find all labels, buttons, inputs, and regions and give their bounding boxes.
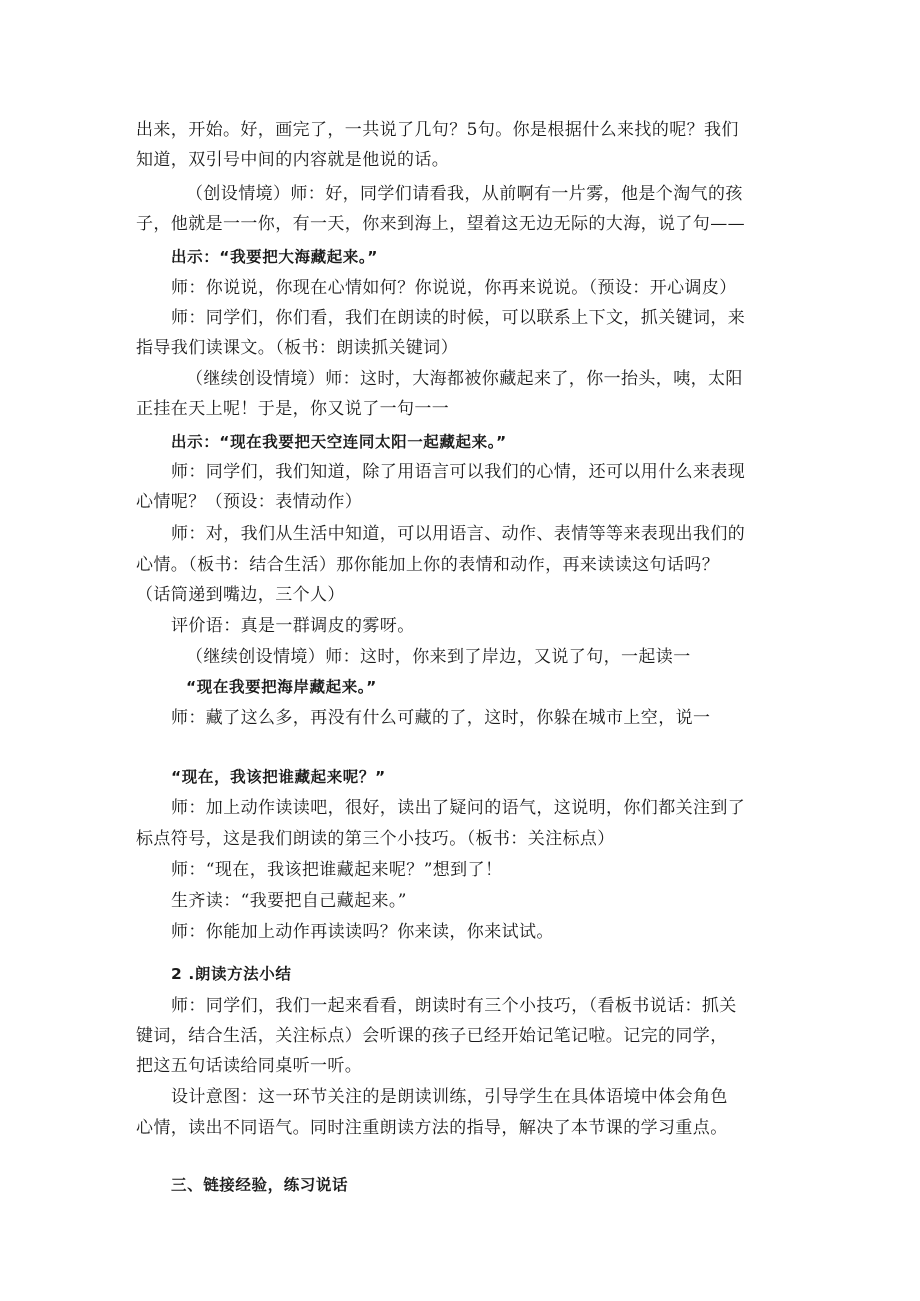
section-subheading: 2 .朗读方法小结 (171, 965, 292, 983)
text-line: 把这五句话读给同桌听一听。 (136, 1056, 363, 1076)
text-line: 心情，读出不同语气。同时注重朗读方法的指导，解决了本节课的学习重点。 (136, 1118, 728, 1138)
display-line: “现在我要把海岸藏起来。” (186, 678, 377, 696)
text-line: 师：你说说，你现在心情如何？你说说，你再来说说。（预设：开心调皮） (171, 278, 737, 298)
text-line: （话筒递到嘴边，三个人） (136, 585, 345, 605)
text-line: 标点符号，这是我们朗读的第三个小技巧。（板书：关注标点） (136, 829, 615, 849)
text-line: 正挂在天上呢！于是，你又说了一句一一 (136, 399, 450, 419)
display-line: “现在，我该把谁藏起来呢？” (171, 768, 386, 786)
text-line: 师：“现在，我该把谁藏起来呢？”想到了！ (171, 860, 503, 880)
text-line: 师：对，我们从生活中知道，可以用语言、动作、表情等等来表现出我们的 (171, 524, 746, 544)
text-line: 出来，开始。好，画完了，一共说了几句？5句。你是根据什么来找的呢？我们 (136, 120, 739, 140)
section-heading: 三、链接经验，练习说话 (171, 1176, 349, 1194)
text-line: 知道，双引号中间的内容就是他说的话。 (136, 150, 450, 170)
text-line: 师：同学们，我们知道，除了用语言可以我们的心情，还可以用什么来表现 (171, 462, 746, 482)
text-line: 心情呢？（预设：表情动作） (136, 492, 363, 512)
text-line: （继续创设情境）师：这时，你来到了岸边，又说了句，一起读一 (186, 647, 691, 667)
text-line: 师：同学们，我们一起来看看，朗读时有三个小技巧，（看板书说话：抓关 (171, 996, 737, 1016)
text-line: 师：藏了这么多，再没有什么可藏的了，这时，你躲在城市上空，说一 (171, 708, 711, 728)
text-line: （创设情境）师：好，同学们请看我，从前啊有一片雾，他是个淘气的孩 (186, 184, 743, 204)
text-line: 心情。（板书：结合生活）那你能加上你的表情和动作，再来读读这句话吗？ (136, 555, 720, 575)
display-line: 出示：“我要把大海藏起来。” (171, 248, 379, 266)
text-line: 键词，结合生活，关注标点）会听课的孩子已经开始记笔记啦。记完的同学， (136, 1026, 728, 1046)
text-line: 设计意图：这一环节关注的是朗读训练，引导学生在具体语境中体会角色 (171, 1087, 728, 1107)
text-line: 评价语：真是一群调皮的雾呀。 (171, 616, 415, 636)
text-line: 师：你能加上动作再读读吗？你来读，你来试试。 (171, 922, 554, 942)
display-line: 出示：“现在我要把天空连同太阳一起藏起来。” (171, 433, 507, 451)
text-line: 生齐读：“我要把自己藏起来。” (171, 891, 407, 911)
text-line: 子，他就是一一你，有一天，你来到海上，望着这无边无际的大海，说了句—— (136, 214, 745, 234)
text-line: 师：加上动作读读吧，很好，读出了疑问的语气，这说明，你们都关注到了 (171, 798, 746, 818)
text-line: 指导我们读课文。（板书：朗读抓关键词） (136, 338, 459, 358)
text-line: （继续创设情境）师：这时，大海都被你藏起来了，你一抬头，咦，太阳 (186, 369, 743, 389)
text-line: 师：同学们，你们看，我们在朗读的时候，可以联系上下文，抓关键词，来 (171, 308, 746, 328)
